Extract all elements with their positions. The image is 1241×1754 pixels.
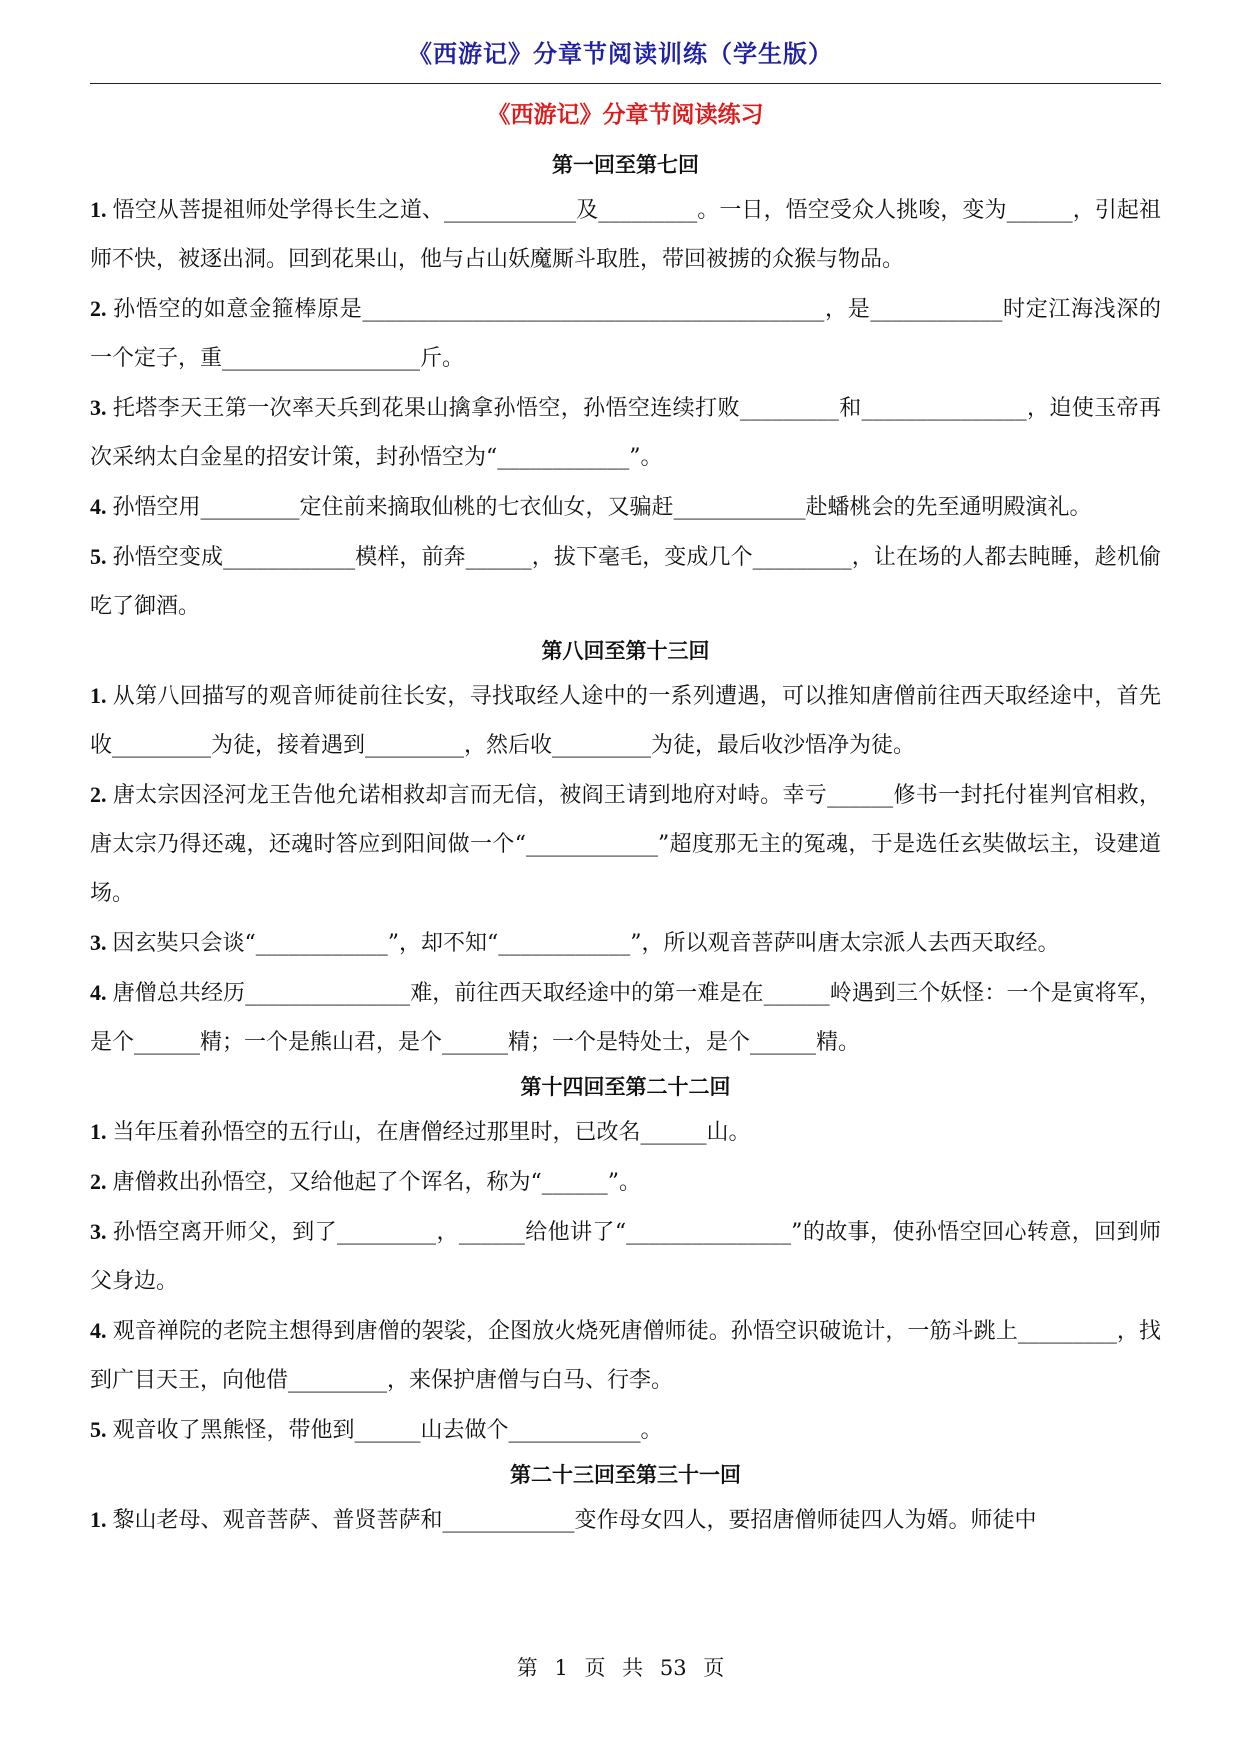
question-number: 1. — [90, 683, 107, 708]
question-text: 观音收了黑熊怪，带他到______山去做个____________。 — [112, 1418, 663, 1443]
section — [90, 145, 1161, 631]
question — [90, 770, 1161, 918]
question — [90, 671, 1161, 770]
question-text: 托塔李天王第一次率天兵到花果山擒拿孙悟空，孙悟空连续打败_________和_______________，迫使玉帝再次采纳太白金星的招安计策，封孙悟空为“____________”。 — [90, 396, 1161, 470]
question-number: 3. — [90, 930, 107, 955]
question — [90, 383, 1161, 482]
question — [90, 284, 1161, 383]
document-title: 《西游记》分章节阅读练习 — [487, 102, 764, 128]
question-text: 从第八回描写的观音师徒前往长安，寻找取经人途中的一系列遭遇，可以推知唐僧前往西天取经途中，首先收_________为徒，接着遇到_________，然后收_________为徒，最后收沙悟净为徒。 — [90, 684, 1161, 758]
header-divider — [90, 83, 1161, 84]
section-title: 第一回至第七回 — [552, 153, 699, 177]
section — [90, 1455, 1161, 1545]
question-text: 当年压着孙悟空的五行山，在唐僧经过那里时，已改名______山。 — [112, 1120, 751, 1145]
question — [90, 482, 1161, 532]
question — [90, 918, 1161, 968]
section — [90, 631, 1161, 1067]
page-header-title: 《西游记》分章节阅读训练（学生版） — [408, 40, 833, 68]
question-text: 悟空从菩提祖师处学得长生之道、____________及_________。一日，悟空受众人挑唆，变为______，引起祖师不快，被逐出洞。回到花果山，他与占山妖魔厮斗取胜，带回被掳的众猴与物品。 — [90, 198, 1161, 272]
question-number: 4. — [90, 494, 107, 519]
question-text: 孙悟空的如意金箍棒原是__________________________________________，是____________时定江海浅深的一个定子，重__________________斤。 — [90, 297, 1161, 371]
question-number: 5. — [90, 1417, 107, 1442]
question-number: 4. — [90, 980, 107, 1005]
question-text: 孙悟空变成____________模样，前奔______，拔下毫毛，变成几个_________，让在场的人都去盹睡，趁机偷吃了御酒。 — [90, 545, 1161, 619]
page-footer: 第 1 页 共 53 页 — [516, 1656, 725, 1680]
question-text: 唐僧救出孙悟空，又给他起了个诨名，称为“______”。 — [112, 1170, 641, 1195]
section-title: 第十四回至第二十二回 — [520, 1075, 731, 1099]
question — [90, 1207, 1161, 1306]
section-title: 第二十三回至第三十一回 — [510, 1463, 741, 1487]
question — [90, 1157, 1161, 1207]
question-number: 3. — [90, 395, 107, 420]
question — [90, 1405, 1161, 1455]
question — [90, 1107, 1161, 1157]
question — [90, 968, 1161, 1067]
question-number: 5. — [90, 544, 107, 569]
question-text: 唐僧总共经历_______________难，前往西天取经途中的第一难是在______岭遇到三个妖怪：一个是寅将军，是个______精；一个是熊山君，是个______精；一个是特处士，是个______精。 — [90, 981, 1161, 1055]
question-number: 2. — [90, 782, 107, 807]
question — [90, 532, 1161, 631]
question-text: 孙悟空离开师父，到了_________，______给他讲了“_______________”的故事，使孙悟空回心转意，回到师父身边。 — [90, 1220, 1161, 1294]
question-number: 2. — [90, 1169, 107, 1194]
question-text: 因玄奘只会谈“____________”，却不知“____________”，所以观音菩萨叫唐太宗派人去西天取经。 — [112, 931, 1060, 956]
question-number: 2. — [90, 296, 107, 321]
section — [90, 1067, 1161, 1455]
question-text: 孙悟空用_________定住前来摘取仙桃的七衣仙女，又骗赶____________赴蟠桃会的先至通明殿演礼。 — [112, 495, 1092, 520]
question-text: 黎山老母、观音菩萨、普贤菩萨和____________变作母女四人，要招唐僧师徒四人为婿。师徒中 — [112, 1508, 1037, 1533]
question-number: 1. — [90, 197, 107, 222]
question-number: 4. — [90, 1318, 107, 1343]
document-body — [90, 95, 1161, 1545]
question — [90, 1495, 1161, 1545]
question-number: 3. — [90, 1219, 107, 1244]
question — [90, 1306, 1161, 1405]
question — [90, 185, 1161, 284]
question-number: 1. — [90, 1119, 107, 1144]
section-title: 第八回至第十三回 — [541, 639, 710, 663]
question-text: 唐太宗因泾河龙王告他允诺相救却言而无信，被阎王请到地府对峙。幸亏______修书一封托付崔判官相救，唐太宗乃得还魂，还魂时答应到阳间做一个“____________”超度那无主的冤魂，于是选任玄奘做坛主，设建道场。 — [90, 783, 1161, 906]
question-number: 1. — [90, 1507, 107, 1532]
question-text: 观音禅院的老院主想得到唐僧的袈裟，企图放火烧死唐僧师徒。孙悟空识破诡计，一筋斗跳上_________，找到广目天王，向他借_________，来保护唐僧与白马、行李。 — [90, 1319, 1161, 1393]
